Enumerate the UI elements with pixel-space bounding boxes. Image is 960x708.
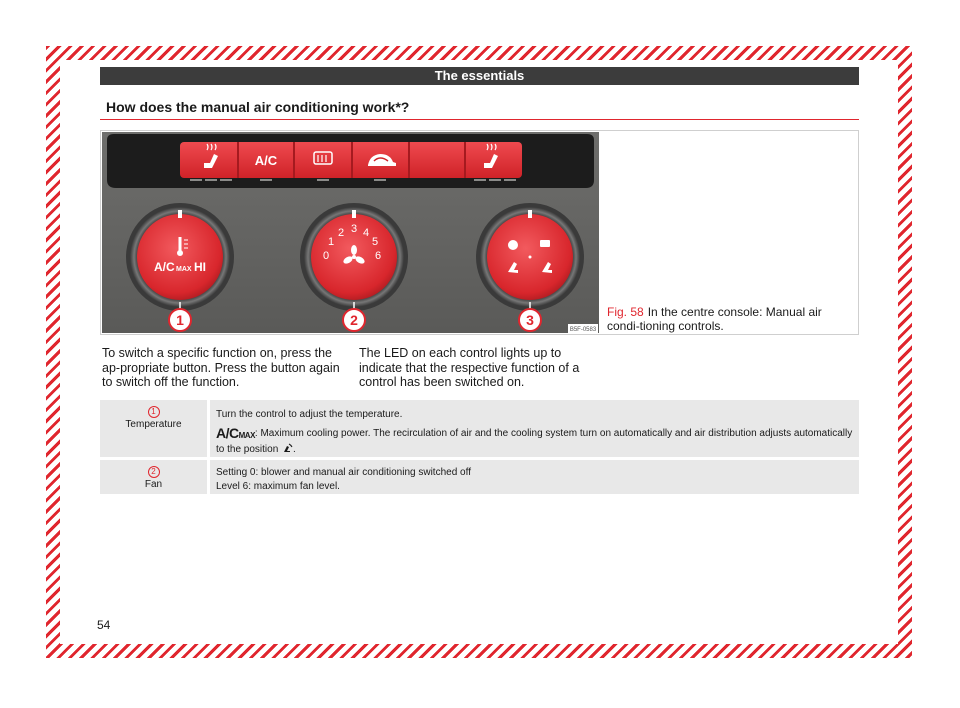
fan-level-3: 3 xyxy=(351,223,358,235)
fan-knob xyxy=(300,203,408,311)
section-title: How does the manual air conditioning work*? xyxy=(106,99,410,115)
fan-level-5: 5 xyxy=(372,236,379,248)
controls-table xyxy=(100,400,859,497)
windscreen-footwell-icon xyxy=(283,443,293,453)
row-description-line: : Maximum cooling power. The recirculation of air and the cooling system turn on automatically and air distribution adjusts automatically to the position xyxy=(216,428,853,455)
svg-text:HI: HI xyxy=(194,260,206,274)
svg-text:3: 3 xyxy=(526,312,534,328)
row-description-line: Level 6: maximum fan level. xyxy=(216,481,340,492)
page-number: 54 xyxy=(97,618,111,632)
row-number-badge: 2 xyxy=(148,466,160,478)
photo-code: B5F-0583 xyxy=(569,327,597,333)
fan-level-4: 4 xyxy=(363,227,370,239)
air-distribution-knob xyxy=(476,203,584,311)
table-row xyxy=(100,460,859,497)
row-number-badge: 1 xyxy=(148,406,160,418)
ac-button-label: A/C xyxy=(254,153,278,168)
figure-caption-text: In the centre console: Manual air condi-tioning controls. xyxy=(607,305,822,333)
fan-level-0: 0 xyxy=(323,250,330,262)
windscreen-defrost-icon xyxy=(540,240,550,247)
table-row xyxy=(100,400,859,460)
callout-2 xyxy=(343,309,365,331)
climate-control-photo xyxy=(102,132,599,333)
fan-level-2: 2 xyxy=(338,227,345,239)
body-paragraph-2: The LED on each control lights up to indicate that the respective function of a control has been switched on. xyxy=(359,346,580,389)
table-row-description-cell: Turn the control to adjust the temperature. A/CMAX: Maximum cooling power. The recirculation of air and the cooling system turn on automatically and air distribution adjusts automatically to the position . xyxy=(216,409,853,455)
row-description-line: Turn the control to adjust the temperature. xyxy=(216,409,403,420)
section-divider xyxy=(100,119,859,120)
callout-3 xyxy=(519,309,541,331)
svg-text:2: 2 xyxy=(350,312,358,328)
temperature-knob xyxy=(126,203,234,311)
table-row-description-cell xyxy=(210,460,859,494)
row-description-line: Setting 0: blower and manual air conditioning switched off xyxy=(216,467,471,478)
figure-number: Fig. 58 xyxy=(607,305,644,319)
ac-max-icon: A/CMAX xyxy=(216,425,255,441)
table-row-label-cell xyxy=(100,460,210,494)
fan-level-1: 1 xyxy=(328,236,335,248)
row-label: Temperature xyxy=(125,419,182,430)
callout-1 xyxy=(169,309,191,331)
table-row-label-cell xyxy=(100,400,210,457)
body-paragraph-1: To switch a specific function on, press the ap-propriate button. Press the button again to switch off the function. xyxy=(102,346,340,389)
row-label: Fan xyxy=(144,479,163,490)
windscreen-face-icon xyxy=(508,240,518,250)
figure-caption xyxy=(607,305,847,333)
svg-text:A/C: A/C xyxy=(154,260,175,274)
svg-text:MAX: MAX xyxy=(176,266,192,273)
fan-level-6: 6 xyxy=(375,250,382,262)
chapter-header: The essentials xyxy=(100,67,859,85)
svg-text:1: 1 xyxy=(176,312,184,328)
